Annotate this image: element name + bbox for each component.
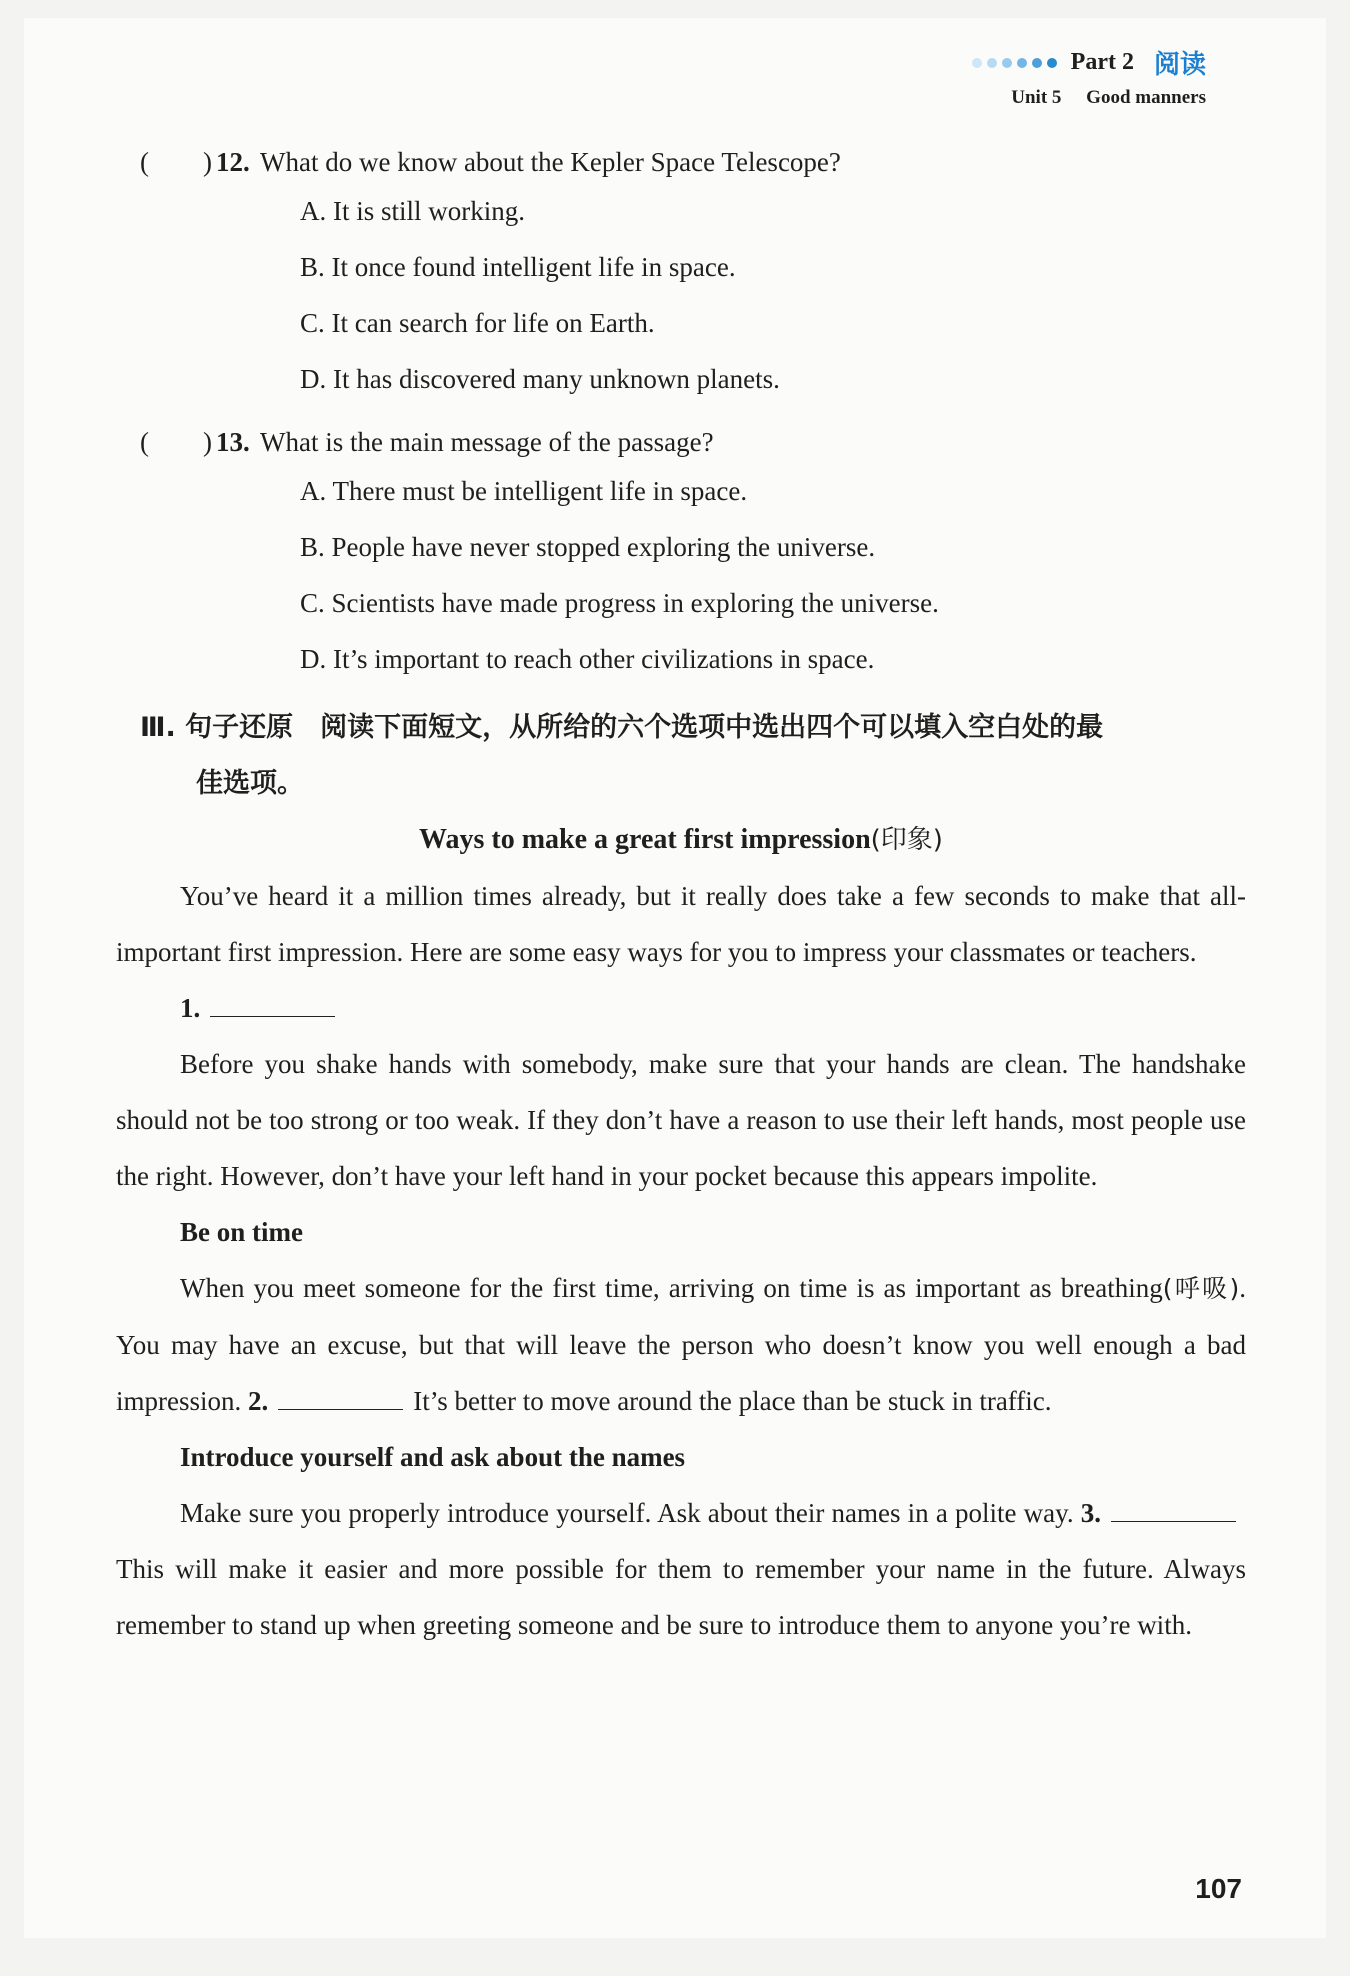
unit-title: Good manners (1086, 87, 1206, 108)
option-c: C. Scientists have made progress in exploring the universe. (300, 588, 939, 618)
answer-paren[interactable]: ( ) (140, 147, 212, 177)
page-content (116, 140, 1246, 1653)
text-segment: This will make it easier and more possible for them to remember your name in the future. Always remember to stand up when greeting someone and be sure to introduce them to anyone you’re with. (116, 1554, 1246, 1640)
answer-blank-2[interactable] (278, 1387, 403, 1410)
section-3-instructions (116, 700, 1246, 812)
question-text: What do we know about the Kepler Space Telescope? (260, 147, 841, 177)
question-13 (116, 420, 1246, 476)
dot-icon (1047, 58, 1057, 68)
dot-icon (1017, 58, 1027, 68)
option-b: B. It once found intelligent life in space. (300, 252, 736, 282)
page-number: 107 (1195, 1873, 1242, 1904)
part-label: Part 2 (1070, 49, 1134, 75)
option-c: C. It can search for life on Earth. (300, 308, 655, 338)
text-segment: . You may have an excuse, but that will leave the person who doesn’t know you well enough a bad impression. (116, 1273, 1246, 1416)
dot-icon (987, 58, 997, 68)
question-text: What is the main message of the passage? (260, 427, 714, 457)
section-3-line-2: 佳选项。 (196, 768, 304, 799)
heading-introduce-yourself: Introduce yourself and ask about the names (180, 1442, 686, 1472)
dot-icon (972, 58, 982, 68)
header-top-row (972, 44, 1206, 81)
passage-title (116, 812, 1246, 868)
page-header (972, 44, 1206, 109)
blank-number: 2. (248, 1386, 269, 1416)
text-segment: It’s better to move around the place than be stuck in traffic. (413, 1386, 1052, 1416)
question-12 (116, 140, 1246, 196)
question-number: 13. (216, 427, 250, 457)
gloss-breathing: (呼吸) (1162, 1274, 1240, 1303)
option-a: A. It is still working. (300, 196, 526, 226)
decorative-dots (972, 58, 1057, 68)
passage-title-gloss: (印象) (870, 825, 943, 855)
blank-number: 3. (1080, 1498, 1102, 1528)
blank-1-heading (116, 980, 1246, 1036)
option-b: B. People have never stopped exploring the universe. (300, 532, 876, 562)
section-label: 阅读 (1153, 50, 1206, 80)
unit-line (972, 87, 1206, 109)
heading-be-on-time: Be on time (180, 1217, 303, 1247)
paragraph-on-time (116, 1260, 1246, 1429)
section-3-line-1: Ⅲ. 句子还原 阅读下面短文，从所给的六个选项中选出四个可以填入空白处的最 (140, 712, 1104, 743)
text-segment: Make sure you properly introduce yourself. Ask about their names in a polite way. (180, 1498, 1074, 1528)
question-number: 12. (216, 147, 250, 177)
option-a: A. There must be intelligent life in space. (300, 476, 748, 506)
blank-number: 1. (180, 993, 201, 1023)
answer-paren[interactable]: ( ) (140, 427, 212, 457)
paragraph-introduce (116, 1485, 1246, 1653)
text-segment: When you meet someone for the first time, arriving on time is as important as breathing (180, 1273, 1163, 1303)
option-d: D. It’s important to reach other civilizations in space. (300, 644, 875, 674)
workbook-page (24, 18, 1326, 1938)
passage-intro: You’ve heard it a million times already, but it really does take a few seconds to make that all-important first impression. Here are some easy ways for you to impress your classmates or teachers. (116, 881, 1246, 967)
unit-label: Unit 5 (1011, 87, 1062, 108)
passage-title-text: Ways to make a great first impression (419, 824, 871, 855)
paragraph-handshake: Before you shake hands with somebody, make sure that your hands are clean. The handshake should not be too strong or too weak. If they don’t have a reason to use their left hands, most people use the right. However, don’t have your left hand in your pocket because this appears impolite. (116, 1049, 1246, 1191)
dot-icon (1002, 58, 1012, 68)
option-d: D. It has discovered many unknown planets. (300, 364, 780, 394)
answer-blank-3[interactable] (1111, 1499, 1236, 1522)
dot-icon (1032, 58, 1042, 68)
answer-blank-1[interactable] (210, 994, 335, 1017)
